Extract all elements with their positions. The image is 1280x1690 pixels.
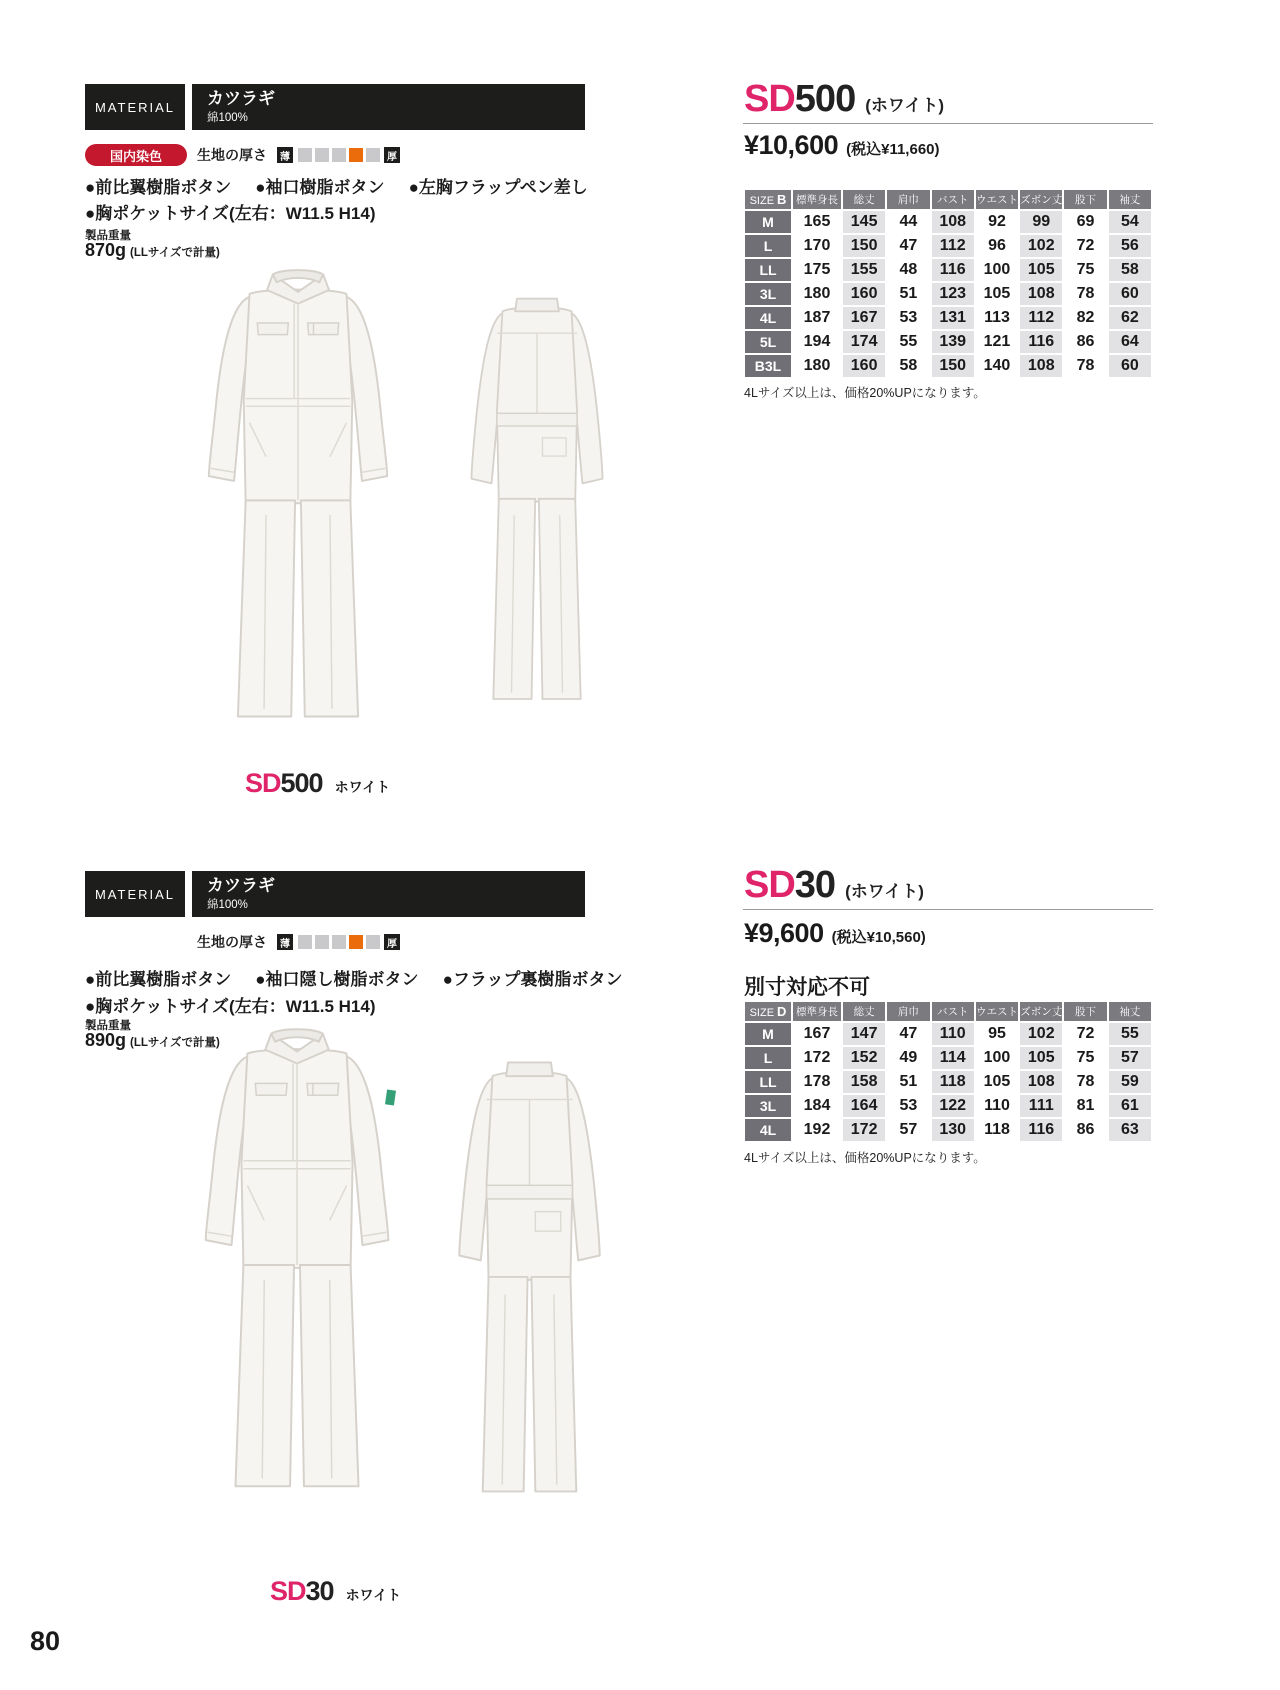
measurement-cell: 78 bbox=[1064, 1071, 1106, 1093]
measurement-cell: 112 bbox=[1020, 307, 1062, 329]
product-caption bbox=[245, 768, 390, 799]
measurement-cell: 110 bbox=[976, 1095, 1018, 1117]
measurement-cell: 60 bbox=[1109, 355, 1151, 377]
measurement-cell: 174 bbox=[843, 331, 885, 353]
measurement-cell: 69 bbox=[1064, 211, 1106, 233]
size-row bbox=[745, 1071, 1151, 1093]
measurement-cell: 167 bbox=[793, 1023, 841, 1045]
product-color-note: (ホワイト) bbox=[845, 882, 924, 901]
measurement-cell: 100 bbox=[976, 259, 1018, 281]
measurement-cell: 116 bbox=[932, 259, 974, 281]
column-header: バスト bbox=[932, 1002, 974, 1021]
product-title bbox=[744, 864, 924, 907]
measurement-cell: 72 bbox=[1064, 1023, 1106, 1045]
feature-item: ●胸ポケットサイズ(左右：W11.5 H14) bbox=[85, 997, 376, 1016]
measurement-cell: 64 bbox=[1109, 331, 1151, 353]
measurement-cell: 180 bbox=[793, 355, 841, 377]
thickness-cells bbox=[296, 935, 381, 949]
column-header: 標準身長 bbox=[793, 190, 841, 209]
fabric-box bbox=[192, 871, 585, 917]
material-label: MATERIAL bbox=[85, 84, 185, 130]
size-table bbox=[743, 1000, 1153, 1143]
measurement-cell: 160 bbox=[843, 355, 885, 377]
measurement-cell: 116 bbox=[1020, 331, 1062, 353]
fabric-name: カツラギ bbox=[207, 89, 275, 109]
price-line bbox=[744, 130, 940, 161]
measurement-cell: 110 bbox=[932, 1023, 974, 1045]
measurement-cell: 58 bbox=[887, 355, 929, 377]
product-code-prefix: SD bbox=[744, 864, 795, 906]
measurement-cell: 187 bbox=[793, 307, 841, 329]
size-table-note: 4Lサイズ以上は、価格20%UPになります。 bbox=[744, 386, 986, 400]
caption-code-number: 500 bbox=[280, 768, 323, 798]
column-header: 標準身長 bbox=[793, 1002, 841, 1021]
fabric-composition: 綿100% bbox=[207, 898, 248, 911]
feature-item: ●袖口隠し樹脂ボタン bbox=[255, 970, 419, 989]
measurement-cell: 51 bbox=[887, 1071, 929, 1093]
size-row bbox=[745, 1047, 1151, 1069]
size-table bbox=[743, 188, 1153, 379]
measurement-cell: 62 bbox=[1109, 307, 1151, 329]
thickness-label: 生地の厚さ bbox=[197, 147, 267, 163]
size-cell: 5L bbox=[745, 331, 791, 353]
column-header: 袖丈 bbox=[1109, 1002, 1151, 1021]
measurement-cell: 114 bbox=[932, 1047, 974, 1069]
measurement-cell: 55 bbox=[887, 331, 929, 353]
measurement-cell: 172 bbox=[843, 1119, 885, 1141]
thickness-thin-label: 薄 bbox=[277, 934, 293, 950]
size-row bbox=[745, 1023, 1151, 1045]
measurement-cell: 105 bbox=[976, 283, 1018, 305]
measurement-cell: 175 bbox=[793, 259, 841, 281]
size-column-header: SIZE D bbox=[745, 1002, 791, 1021]
column-header: 肩巾 bbox=[887, 190, 929, 209]
column-header: 股下 bbox=[1064, 1002, 1106, 1021]
size-cell: L bbox=[745, 1047, 791, 1069]
size-row bbox=[745, 331, 1151, 353]
feature-list-row1 bbox=[85, 173, 588, 198]
size-column-header: SIZE B bbox=[745, 190, 791, 209]
measurement-cell: 172 bbox=[793, 1047, 841, 1069]
thickness-thick-label: 厚 bbox=[384, 934, 400, 950]
measurement-cell: 96 bbox=[976, 235, 1018, 257]
measurement-cell: 164 bbox=[843, 1095, 885, 1117]
feature-item: ●フラップ裏樹脂ボタン bbox=[442, 970, 623, 989]
measurement-cell: 112 bbox=[932, 235, 974, 257]
measurement-cell: 139 bbox=[932, 331, 974, 353]
measurement-cell: 105 bbox=[976, 1071, 1018, 1093]
size-cell: M bbox=[745, 1023, 791, 1045]
measurement-cell: 108 bbox=[1020, 283, 1062, 305]
title-divider bbox=[743, 123, 1153, 124]
measurement-cell: 75 bbox=[1064, 1047, 1106, 1069]
measurement-cell: 192 bbox=[793, 1119, 841, 1141]
column-header: 肩巾 bbox=[887, 1002, 929, 1021]
measurement-cell: 57 bbox=[1109, 1047, 1151, 1069]
column-header: ズボン丈 bbox=[1020, 1002, 1062, 1021]
measurement-cell: 100 bbox=[976, 1047, 1018, 1069]
measurement-cell: 158 bbox=[843, 1071, 885, 1093]
thickness-cells bbox=[296, 148, 381, 162]
measurement-cell: 49 bbox=[887, 1047, 929, 1069]
feature-item: ●袖口樹脂ボタン bbox=[255, 178, 385, 197]
fabric-thickness-scale bbox=[197, 144, 400, 166]
thickness-cell bbox=[349, 148, 363, 162]
measurement-cell: 160 bbox=[843, 283, 885, 305]
measurement-cell: 82 bbox=[1064, 307, 1106, 329]
size-row bbox=[745, 1119, 1151, 1141]
size-row bbox=[745, 307, 1151, 329]
measurement-cell: 92 bbox=[976, 211, 1018, 233]
thickness-cell bbox=[332, 148, 346, 162]
weight-note: (LLサイズで計量) bbox=[130, 1037, 220, 1049]
thickness-cell bbox=[315, 148, 329, 162]
feature-item: ●胸ポケットサイズ(左右：W11.5 H14) bbox=[85, 204, 376, 223]
measurement-cell: 61 bbox=[1109, 1095, 1151, 1117]
product-code-number: 30 bbox=[794, 864, 836, 906]
column-header: ウエスト bbox=[976, 190, 1018, 209]
measurement-cell: 108 bbox=[1020, 355, 1062, 377]
product-title bbox=[744, 78, 944, 121]
measurement-cell: 194 bbox=[793, 331, 841, 353]
weight-note: (LLサイズで計量) bbox=[130, 247, 220, 259]
size-cell: 4L bbox=[745, 1119, 791, 1141]
measurement-cell: 170 bbox=[793, 235, 841, 257]
measurement-cell: 44 bbox=[887, 211, 929, 233]
measurement-cell: 118 bbox=[932, 1071, 974, 1093]
measurement-cell: 102 bbox=[1020, 235, 1062, 257]
column-header: 総丈 bbox=[843, 1002, 885, 1021]
size-row bbox=[745, 259, 1151, 281]
weight-label: 製品重量 bbox=[85, 1020, 131, 1032]
size-cell: L bbox=[745, 235, 791, 257]
product-code-number: 500 bbox=[794, 78, 856, 120]
thickness-label: 生地の厚さ bbox=[197, 934, 267, 950]
size-row bbox=[745, 211, 1151, 233]
feature-item: ●前比翼樹脂ボタン bbox=[85, 970, 232, 989]
column-header: バスト bbox=[932, 190, 974, 209]
measurement-cell: 56 bbox=[1109, 235, 1151, 257]
measurement-cell: 167 bbox=[843, 307, 885, 329]
price-value: ¥9,600 bbox=[744, 918, 824, 948]
measurement-cell: 72 bbox=[1064, 235, 1106, 257]
size-cell: 3L bbox=[745, 283, 791, 305]
product-code-prefix: SD bbox=[744, 78, 795, 120]
size-cell: M bbox=[745, 211, 791, 233]
measurement-cell: 54 bbox=[1109, 211, 1151, 233]
measurement-cell: 105 bbox=[1020, 1047, 1062, 1069]
size-cell: LL bbox=[745, 259, 791, 281]
size-row bbox=[745, 1095, 1151, 1117]
measurement-cell: 108 bbox=[932, 211, 974, 233]
measurement-cell: 165 bbox=[793, 211, 841, 233]
measurement-cell: 123 bbox=[932, 283, 974, 305]
measurement-cell: 113 bbox=[976, 307, 1018, 329]
size-cell: 3L bbox=[745, 1095, 791, 1117]
measurement-cell: 150 bbox=[843, 235, 885, 257]
measurement-cell: 150 bbox=[932, 355, 974, 377]
size-cell: LL bbox=[745, 1071, 791, 1093]
measurement-cell: 75 bbox=[1064, 259, 1106, 281]
measurement-cell: 51 bbox=[887, 283, 929, 305]
measurement-cell: 111 bbox=[1020, 1095, 1062, 1117]
measurement-cell: 55 bbox=[1109, 1023, 1151, 1045]
measurement-cell: 145 bbox=[843, 211, 885, 233]
product-caption bbox=[270, 1576, 401, 1607]
thickness-cell bbox=[332, 935, 346, 949]
measurement-cell: 105 bbox=[1020, 259, 1062, 281]
thickness-thick-label: 厚 bbox=[384, 147, 400, 163]
feature-list-row1 bbox=[85, 965, 623, 990]
fabric-composition: 綿100% bbox=[207, 111, 248, 124]
weight-label: 製品重量 bbox=[85, 230, 131, 242]
measurement-cell: 47 bbox=[887, 1023, 929, 1045]
measurement-cell: 86 bbox=[1064, 331, 1106, 353]
product-photo-front bbox=[172, 243, 424, 748]
price-line bbox=[744, 918, 926, 949]
thickness-cell bbox=[366, 935, 380, 949]
thickness-cell bbox=[366, 148, 380, 162]
measurement-cell: 78 bbox=[1064, 283, 1106, 305]
column-header: ウエスト bbox=[976, 1002, 1018, 1021]
measurement-cell: 59 bbox=[1109, 1071, 1151, 1093]
material-header bbox=[85, 871, 585, 917]
size-row bbox=[745, 283, 1151, 305]
thickness-cell bbox=[298, 148, 312, 162]
measurement-cell: 178 bbox=[793, 1071, 841, 1093]
measurement-cell: 180 bbox=[793, 283, 841, 305]
feature-item: ●前比翼樹脂ボタン bbox=[85, 178, 232, 197]
measurement-cell: 81 bbox=[1064, 1095, 1106, 1117]
column-header: 総丈 bbox=[843, 190, 885, 209]
measurement-cell: 86 bbox=[1064, 1119, 1106, 1141]
product-photo-front bbox=[168, 995, 426, 1525]
size-row bbox=[745, 235, 1151, 257]
measurement-cell: 147 bbox=[843, 1023, 885, 1045]
material-header bbox=[85, 84, 585, 130]
thickness-cell bbox=[298, 935, 312, 949]
product-photo-back bbox=[446, 262, 628, 732]
measurement-cell: 122 bbox=[932, 1095, 974, 1117]
thickness-cell bbox=[315, 935, 329, 949]
measurement-cell: 48 bbox=[887, 259, 929, 281]
measurement-cell: 57 bbox=[887, 1119, 929, 1141]
size-cell: B3L bbox=[745, 355, 791, 377]
measurement-cell: 53 bbox=[887, 307, 929, 329]
price-value: ¥10,600 bbox=[744, 130, 839, 160]
no-custom-size-note: 別寸対応不可 bbox=[744, 976, 870, 999]
product-color-note: (ホワイト) bbox=[865, 96, 945, 115]
feature-item: ●左胸フラップペン差し bbox=[408, 178, 588, 197]
caption-color-name: ホワイト bbox=[334, 779, 391, 795]
column-header: 袖丈 bbox=[1109, 190, 1151, 209]
size-cell: 4L bbox=[745, 307, 791, 329]
weight-value: 870g bbox=[85, 240, 127, 260]
size-row bbox=[745, 355, 1151, 377]
measurement-cell: 60 bbox=[1109, 283, 1151, 305]
measurement-cell: 116 bbox=[1020, 1119, 1062, 1141]
measurement-cell: 131 bbox=[932, 307, 974, 329]
measurement-cell: 108 bbox=[1020, 1071, 1062, 1093]
fabric-box bbox=[192, 84, 585, 130]
measurement-cell: 99 bbox=[1020, 211, 1062, 233]
measurement-cell: 47 bbox=[887, 235, 929, 257]
measurement-cell: 102 bbox=[1020, 1023, 1062, 1045]
product-photo-back bbox=[432, 1010, 627, 1540]
measurement-cell: 155 bbox=[843, 259, 885, 281]
column-header: ズボン丈 bbox=[1020, 190, 1062, 209]
measurement-cell: 63 bbox=[1109, 1119, 1151, 1141]
fabric-thickness-scale bbox=[197, 931, 400, 953]
caption-color-name: ホワイト bbox=[345, 1587, 402, 1603]
measurement-cell: 58 bbox=[1109, 259, 1151, 281]
measurement-cell: 130 bbox=[932, 1119, 974, 1141]
measurement-cell: 78 bbox=[1064, 355, 1106, 377]
column-header: 股下 bbox=[1064, 190, 1106, 209]
page-number: 80 bbox=[30, 1626, 61, 1656]
price-tax-included: (税込¥10,560) bbox=[831, 929, 926, 946]
size-table-note: 4Lサイズ以上は、価格20%UPになります。 bbox=[744, 1151, 986, 1165]
measurement-cell: 53 bbox=[887, 1095, 929, 1117]
fabric-name: カツラギ bbox=[207, 876, 275, 896]
price-tax-included: (税込¥11,660) bbox=[846, 141, 940, 158]
measurement-cell: 121 bbox=[976, 331, 1018, 353]
measurement-cell: 184 bbox=[793, 1095, 841, 1117]
caption-code-prefix: SD bbox=[245, 768, 281, 798]
title-divider bbox=[743, 909, 1153, 910]
measurement-cell: 118 bbox=[976, 1119, 1018, 1141]
feature-list-row2 bbox=[85, 199, 375, 224]
measurement-cell: 95 bbox=[976, 1023, 1018, 1045]
measurement-cell: 152 bbox=[843, 1047, 885, 1069]
weight-value: 890g bbox=[85, 1030, 127, 1050]
thickness-thin-label: 薄 bbox=[277, 147, 293, 163]
thickness-cell bbox=[349, 935, 363, 949]
domestic-dye-badge: 国内染色 bbox=[85, 144, 187, 166]
material-label: MATERIAL bbox=[85, 871, 185, 917]
caption-code-number: 30 bbox=[305, 1576, 334, 1606]
caption-code-prefix: SD bbox=[270, 1576, 306, 1606]
measurement-cell: 140 bbox=[976, 355, 1018, 377]
